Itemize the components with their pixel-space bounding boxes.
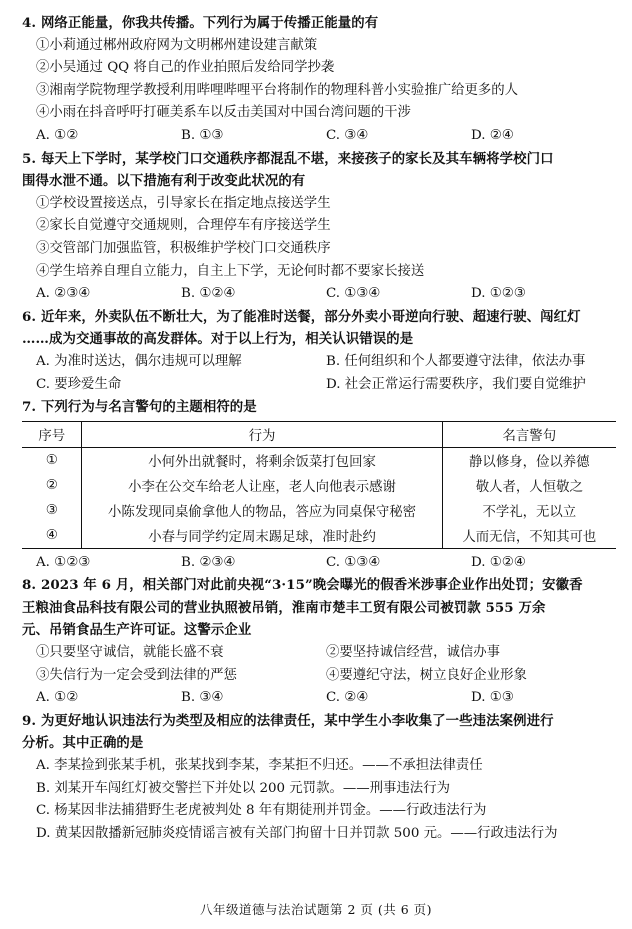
statement-item: ③交管部门加强监管，积极维护学校门口交通秩序 <box>36 240 331 256</box>
option-b: B. ①③ <box>181 127 224 143</box>
header-number: 序号 <box>22 421 82 447</box>
table-row <box>22 473 616 498</box>
option-d: D. 社会正常运行需要秩序，我们要自觉维护 <box>326 376 586 392</box>
question-stem: 围得水泄不通。以下措施有利于改变此状况的有 <box>22 173 306 190</box>
option-a: A. 李某捡到张某手机，张某找到李某，李某拒不归还。——不承担法律责任 <box>36 758 483 774</box>
question-6 <box>22 306 616 396</box>
question-9 <box>22 710 616 846</box>
question-stem: 分析。其中正确的是 <box>22 735 144 752</box>
option-d: D. ①②④ <box>471 554 526 570</box>
answer-options <box>22 552 616 575</box>
question-stem: 8. 2023 年 6 月，相关部门对此前央视“3·15”晚会曝光的假香米涉事企业作出处罚；安徽香 <box>22 577 583 594</box>
option-b: B. ③④ <box>181 690 224 706</box>
statement-item: ②家长自觉遵守交通规则，合理停车有序接送学生 <box>36 218 331 234</box>
statement-item: ④小雨在抖音呼吁打砸美系车以反击美国对中国台湾问题的干涉 <box>36 105 411 121</box>
option-a: A. 为准时送达，偶尔违规可以理解 <box>36 353 242 369</box>
option-c: C. 杨某因非法捕猎野生老虎被判处 8 年有期徒刑并罚金。——行政违法行为 <box>36 803 487 819</box>
row-behavior: 小陈发现同桌偷拿他人的物品，答应为同桌保守秘密 <box>82 498 442 523</box>
option-a: A. ①② <box>36 690 79 706</box>
question-8 <box>22 574 616 710</box>
table-row <box>22 447 616 473</box>
row-quote: 人而无信，不知其可也 <box>462 529 597 545</box>
row-behavior: 小春与同学约定周末踢足球，准时赴约 <box>82 523 442 549</box>
option-c: C. ②④ <box>326 690 369 706</box>
table-header-row <box>22 421 616 447</box>
statement-item: ②小吴通过 QQ 将自己的作业拍照后发给同学抄袭 <box>36 60 335 76</box>
option-d: D. 黄某因散播新冠肺炎疫情谣言被有关部门拘留十日并罚款 500 元。——行政违法行为 <box>36 825 558 841</box>
header-behavior: 行为 <box>82 421 442 447</box>
statement-item: ①小莉通过郴州政府网为文明郴州建设建言献策 <box>36 37 318 53</box>
table-row <box>22 523 616 549</box>
page-footer: 八年级道德与法治试题第 2 页 (共 6 页) <box>199 902 433 917</box>
question-5 <box>22 148 616 306</box>
question-4 <box>22 12 616 148</box>
option-a: A. ②③④ <box>36 286 91 302</box>
statement-item: ②要坚持诚信经营，诚信办事 <box>326 645 501 661</box>
option-a: A. ①②③ <box>36 554 91 570</box>
answer-options <box>22 125 616 148</box>
row-quote: 静以修身，俭以养德 <box>469 454 590 470</box>
row-quote: 敬人者，人恒敬之 <box>475 479 583 495</box>
question-stem: ……成为交通事故的高发群体。对于以上行为，相关认识错误的是 <box>22 331 414 348</box>
statement-pair <box>22 642 616 665</box>
question-stem: 王粮油食品科技有限公司的营业执照被吊销，淮南市楚丰工贸有限公司被罚款 555 万余 <box>22 599 546 616</box>
answer-options <box>22 351 616 374</box>
question-7 <box>22 396 616 574</box>
statement-item: ④学生培养自理自立能力，自主上下学，无论何时都不要家长接送 <box>36 263 425 279</box>
option-c: C. 要珍爱生命 <box>36 376 122 392</box>
row-quote: 不学礼，无以立 <box>482 504 577 520</box>
row-number: ② <box>22 473 82 498</box>
question-stem: 5. 每天上下学时，某学校门口交通秩序都混乱不堪，来接孩子的家长及其车辆将学校门口 <box>22 150 554 167</box>
row-number: ④ <box>22 523 82 549</box>
question-stem: 7. 下列行为与名言警句的主题相符的是 <box>22 399 257 416</box>
option-b: B. ①②④ <box>181 286 236 302</box>
option-a: A. ①② <box>36 127 79 143</box>
table-row <box>22 498 616 523</box>
question-stem: 9. 为更好地认识违法行为类型及相应的法律责任，某中学生小李收集了一些违法案例进行 <box>22 712 554 729</box>
option-d: D. ②④ <box>471 127 514 143</box>
option-b: B. 刘某开车闯红灯被交警拦下并处以 200 元罚款。——刑事违法行为 <box>36 780 450 796</box>
option-b: B. ②③④ <box>181 554 236 570</box>
question-stem: 4. 网络正能量，你我共传播。下列行为属于传播正能量的有 <box>22 15 379 31</box>
option-c: C. ①③④ <box>326 554 381 570</box>
statement-item: ①学校设置接送点，引导家长在指定地点接送学生 <box>36 195 331 211</box>
statement-pair <box>22 665 616 688</box>
option-c: C. ③④ <box>326 127 369 143</box>
statement-item: ③失信行为一定会受到法律的严惩 <box>36 667 237 683</box>
question-stem: 元、吊销食品生产许可证。这警示企业 <box>22 622 252 639</box>
row-number: ① <box>22 447 82 473</box>
option-c: C. ①③④ <box>326 286 381 302</box>
question-stem: 6. 近年来，外卖队伍不断壮大，为了能准时送餐，部分外卖小哥逆向行驶、超速行驶、闯红灯 <box>22 308 581 325</box>
behavior-quote-table <box>22 421 616 549</box>
answer-options <box>22 283 616 306</box>
row-number: ③ <box>22 498 82 523</box>
answer-options <box>22 687 616 710</box>
row-behavior: 小李在公交车给老人让座，老人向他表示感谢 <box>82 473 442 498</box>
option-b: B. 任何组织和个人都要遵守法律，依法办事 <box>326 353 586 369</box>
statement-item: ③湘南学院物理学教授利用哔哩哔哩平台将制作的物理科普小实验推广给更多的人 <box>36 82 519 98</box>
answer-options <box>22 374 616 397</box>
option-d: D. ①③ <box>471 690 514 706</box>
statement-item: ①只要坚守诚信，就能长盛不衰 <box>36 645 224 661</box>
option-d: D. ①②③ <box>471 286 526 302</box>
row-behavior: 小何外出就餐时，将剩余饭菜打包回家 <box>82 447 442 473</box>
statement-item: ④要遵纪守法，树立良好企业形象 <box>326 667 527 683</box>
header-quote: 名言警句 <box>502 428 557 444</box>
